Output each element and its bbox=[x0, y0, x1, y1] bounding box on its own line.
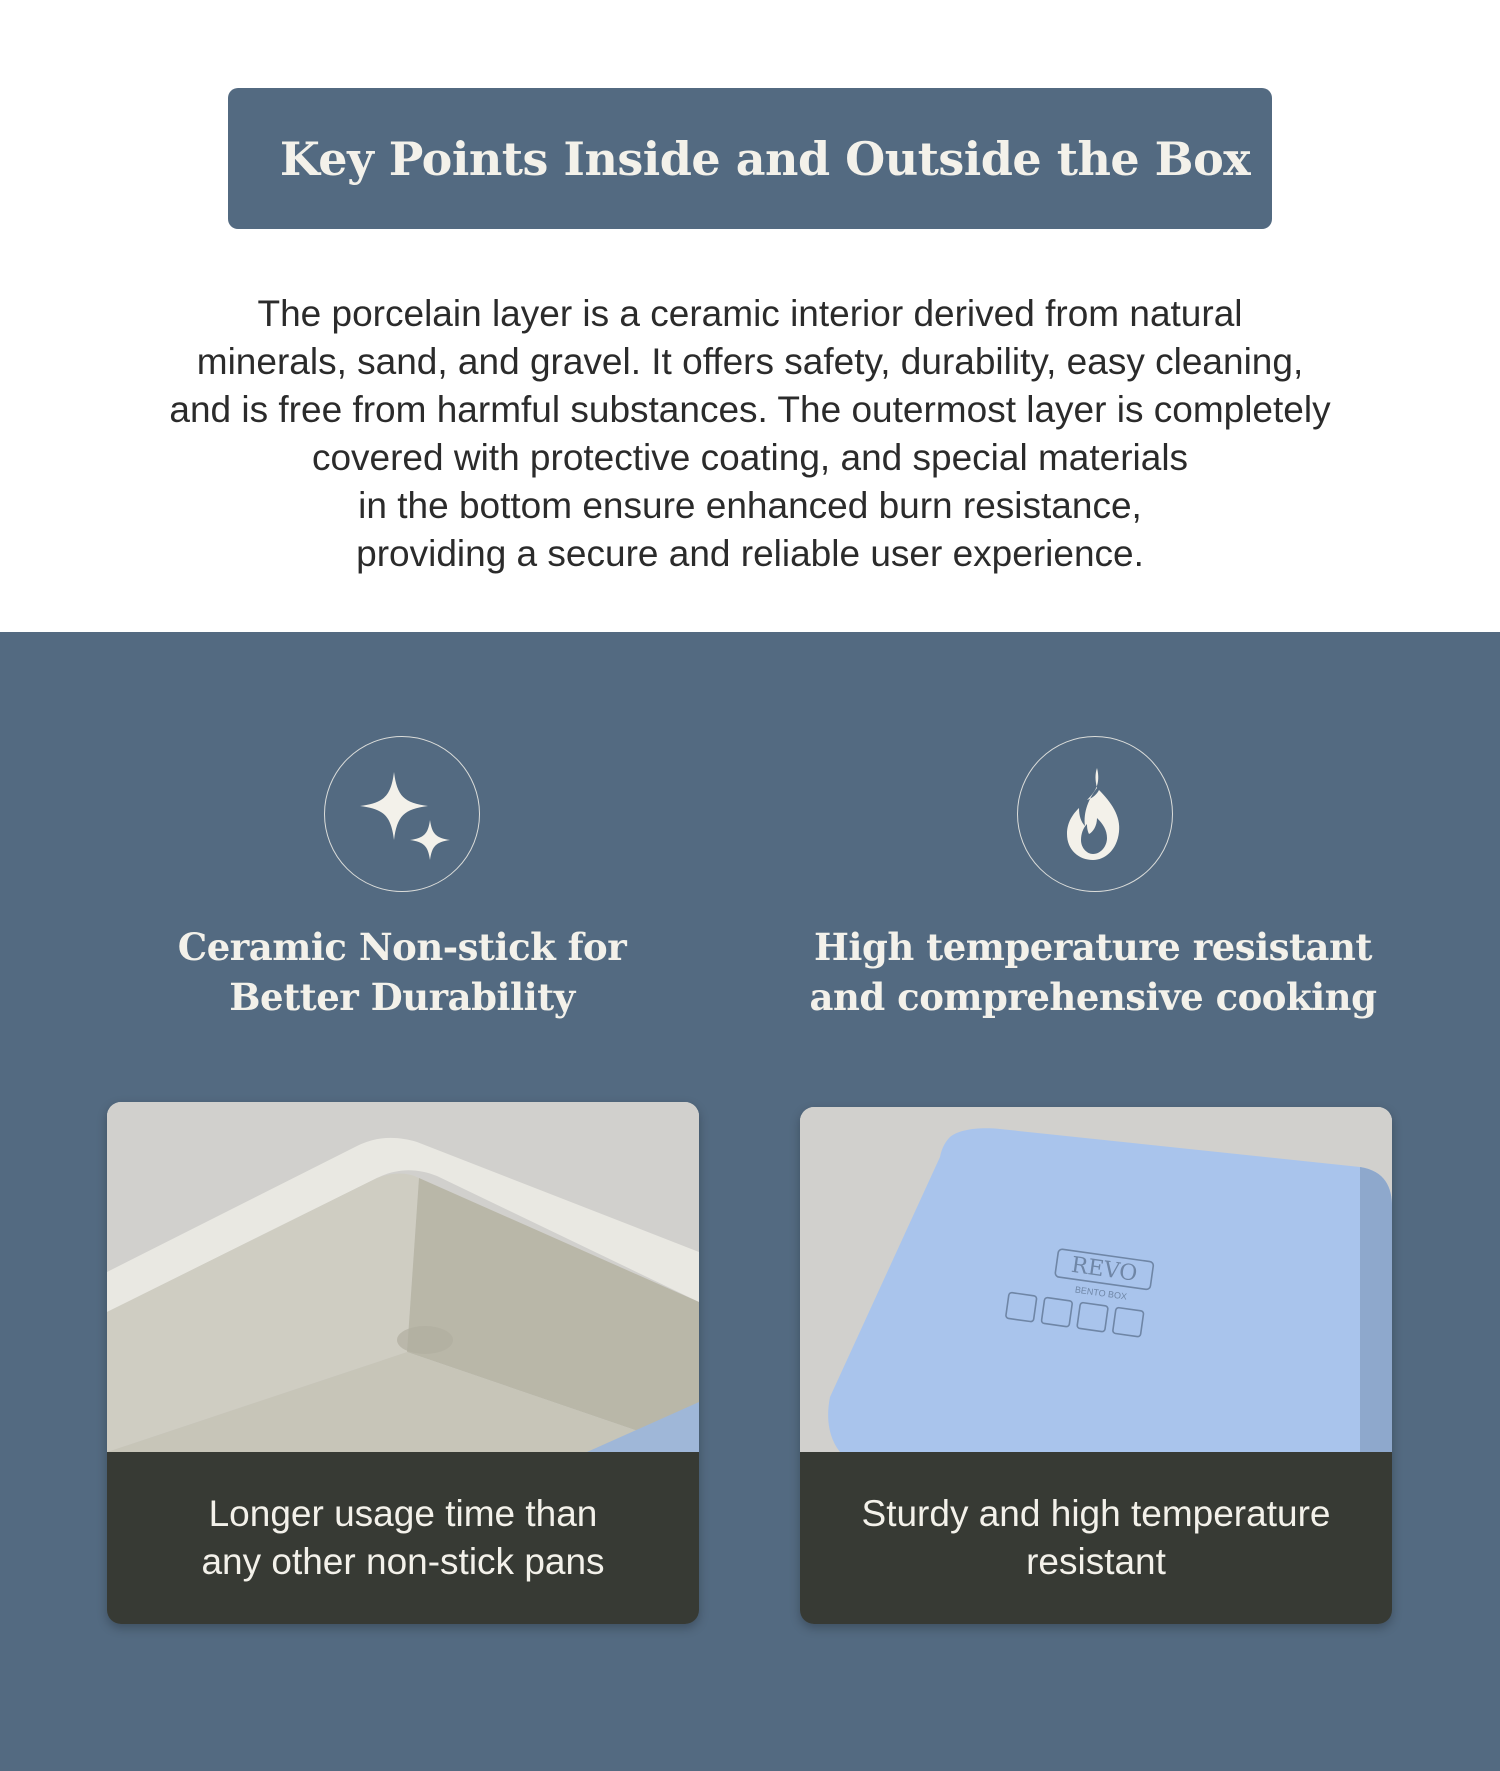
card-caption bbox=[107, 1452, 699, 1624]
bento-box-lid-photo bbox=[800, 1107, 1392, 1452]
feature-card-heat bbox=[800, 1107, 1392, 1624]
intro-line: minerals, sand, and gravel. It offers safety, durability, easy cleaning, bbox=[196, 341, 1304, 382]
intro-line: The porcelain layer is a ceramic interior derived from natural bbox=[257, 293, 1243, 334]
icon-circle bbox=[1017, 736, 1173, 892]
intro-section bbox=[0, 0, 1500, 632]
sparkle-icon bbox=[342, 754, 462, 874]
intro-paragraph bbox=[90, 290, 1410, 578]
feature-title-line: Better Durability bbox=[229, 975, 575, 1019]
feature-title bbox=[82, 922, 722, 1022]
intro-line: covered with protective coating, and special materials bbox=[311, 437, 1189, 478]
intro-line: providing a secure and reliable user experience. bbox=[356, 533, 1144, 574]
features-section bbox=[0, 632, 1500, 1771]
feature-card-ceramic bbox=[107, 1102, 699, 1624]
caption-line: any other non-stick pans bbox=[201, 1541, 605, 1582]
intro-line: and is free from harmful substances. The outermost layer is completely bbox=[169, 389, 1331, 430]
feature-title bbox=[773, 922, 1413, 1022]
title-banner bbox=[228, 88, 1272, 229]
page-title: Key Points Inside and Outside the Box bbox=[279, 131, 1251, 186]
feature-title-line: Ceramic Non-stick for bbox=[177, 925, 627, 969]
feature-title-line: High temperature resistant bbox=[813, 925, 1373, 969]
icon-circle bbox=[324, 736, 480, 892]
flame-icon bbox=[1035, 754, 1155, 874]
brand-subtitle: BENTO BOX bbox=[1074, 1284, 1128, 1302]
caption-line: Longer usage time than bbox=[208, 1493, 598, 1534]
intro-line: in the bottom ensure enhanced burn resistance, bbox=[358, 485, 1142, 526]
card-caption bbox=[800, 1452, 1392, 1624]
brand-logo: REVO bbox=[1069, 1252, 1139, 1287]
caption-line: Sturdy and high temperature bbox=[861, 1493, 1331, 1534]
feature-title-line: and comprehensive cooking bbox=[809, 975, 1377, 1019]
ceramic-interior-photo bbox=[107, 1102, 699, 1452]
caption-line: resistant bbox=[1026, 1541, 1166, 1582]
